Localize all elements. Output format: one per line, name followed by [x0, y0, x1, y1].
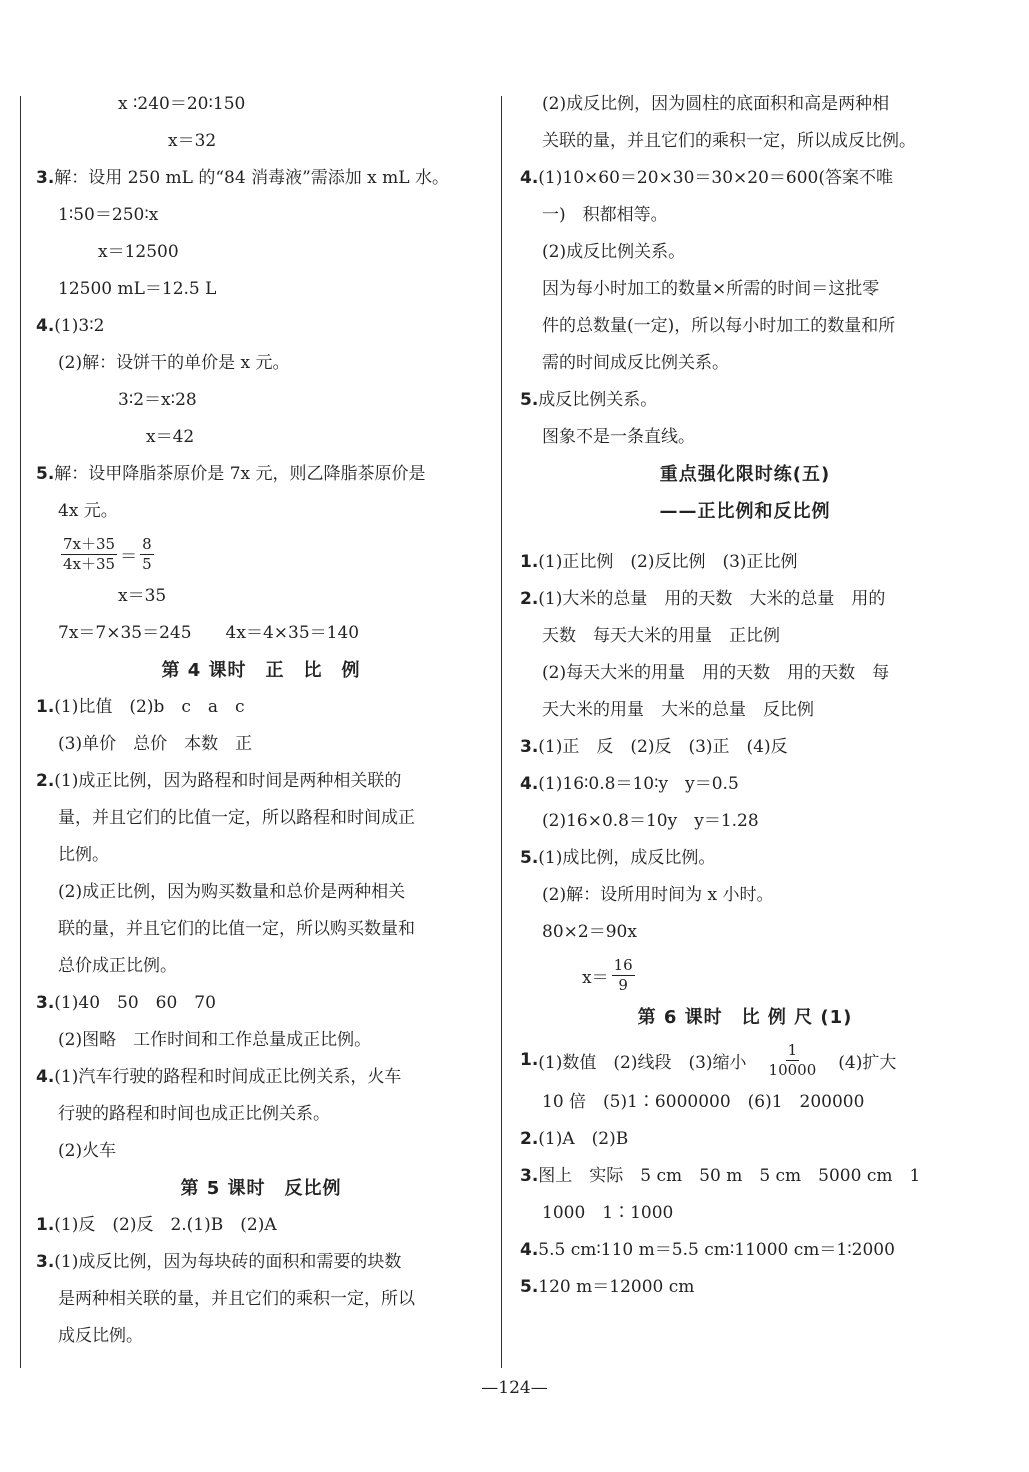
- answer-text: 天数 每天大米的用量 正比例: [542, 626, 780, 646]
- fraction-numerator: 8: [142, 534, 152, 553]
- answer-text: 一) 积都相等。: [542, 205, 668, 225]
- question-number: 4.: [520, 168, 539, 188]
- answer-line: [520, 581, 970, 618]
- question-number: 3.: [520, 737, 539, 757]
- answer-line: [36, 197, 486, 234]
- answer-text: (1)40 50 60 70: [54, 993, 216, 1013]
- answer-text: 10 倍 (5)1∶6000000 (6)1 200000: [542, 1092, 865, 1112]
- question-number: 1.: [520, 552, 539, 572]
- answer-text: (1)正比例 (2)反比例 (3)正比例: [538, 552, 798, 572]
- answer-line: [520, 197, 970, 234]
- fraction-numerator: 7x＋35: [63, 534, 116, 553]
- answer-line: [520, 1036, 970, 1084]
- fraction-denominator: 9: [618, 975, 628, 994]
- answer-text: (1)16∶0.8＝10∶y y＝0.5: [538, 774, 739, 794]
- right-column: [520, 86, 970, 1306]
- fraction: [140, 535, 154, 574]
- fraction-denominator: 10000: [768, 1060, 817, 1079]
- answer-line: [520, 234, 970, 271]
- spacer: [520, 530, 970, 544]
- left-column: [36, 86, 486, 1355]
- fraction-numerator: 16: [613, 955, 633, 974]
- answer-text: 需的时间成反比例关系。: [542, 353, 729, 373]
- answer-line: [36, 271, 486, 308]
- answer-line: [520, 1269, 970, 1306]
- answer-text: 行驶的路程和时间也成正比例关系。: [58, 1104, 330, 1124]
- page-number: —124—: [481, 1378, 548, 1398]
- answer-text: 图上 实际 5 cm 50 m 5 cm 5000 cm 1: [538, 1166, 921, 1186]
- question-number: 5.: [520, 848, 539, 868]
- answer-line: [36, 345, 486, 382]
- question-number: 1.: [36, 697, 55, 717]
- gap: [747, 1048, 764, 1073]
- answer-line: [520, 308, 970, 345]
- answer-line: [36, 1281, 486, 1318]
- answer-text: (2)每天大米的用量 用的天数 用的天数 每: [542, 663, 890, 683]
- answer-text: (3)单价 总价 本数 正: [58, 734, 253, 754]
- answer-text: 5.5 cm∶110 m＝5.5 cm∶11000 cm＝1∶2000: [538, 1240, 895, 1260]
- fraction: [612, 956, 635, 995]
- answer-text: 4x 元。: [58, 501, 118, 521]
- answer-text: (1)正 反 (2)反 (3)正 (4)反: [538, 737, 788, 757]
- answer-text: (1)成比例，成反比例。: [538, 848, 716, 868]
- answer-line: [36, 1133, 486, 1170]
- answer-line: [520, 729, 970, 766]
- answer-text: 120 m＝12000 cm: [538, 1277, 695, 1297]
- section-heading: 第 6 课时 比 例 尺 (1): [637, 1007, 853, 1028]
- question-number: 4.: [36, 1067, 55, 1087]
- question-number: 2.: [36, 771, 55, 791]
- answer-line: [520, 803, 970, 840]
- answer-line: [520, 618, 970, 655]
- answer-line: [520, 1195, 970, 1232]
- answer-line: [520, 840, 970, 877]
- fraction-equation: [36, 530, 486, 578]
- equation-prefix: x＝: [582, 967, 609, 988]
- section-heading: 第 4 课时 正 比 例: [161, 660, 361, 681]
- answer-line: [36, 615, 486, 652]
- question-number: 3.: [520, 1166, 539, 1186]
- answer-text: (1)汽车行驶的路程和时间成正比例关系，火车: [54, 1067, 402, 1087]
- answer-line: [520, 271, 970, 308]
- answer-line: [36, 837, 486, 874]
- answer-text: 解：设用 250 mL 的“84 消毒液”需添加 x mL 水。: [54, 168, 449, 188]
- answer-line: [520, 692, 970, 729]
- answer-line: [36, 578, 486, 615]
- answer-text: (1)比值 (2)b c a c: [54, 697, 245, 717]
- question-number: 2.: [520, 1129, 539, 1149]
- answer-line: [36, 1244, 486, 1281]
- answer-line: [520, 86, 970, 123]
- answer-line: [36, 1207, 486, 1244]
- answer-line: [36, 763, 486, 800]
- answer-text: (2)解：设饼干的单价是 x 元。: [58, 353, 290, 373]
- answer-line: [36, 800, 486, 837]
- fraction-equation: [520, 951, 970, 999]
- answer-text: x＝35: [118, 586, 167, 606]
- answer-text: (2)火车: [58, 1141, 117, 1161]
- answer-text: 80×2＝90x: [542, 922, 637, 942]
- answer-text: (4)扩大: [821, 1052, 897, 1073]
- question-number: 4.: [520, 774, 539, 794]
- answer-text: 总价成正比例。: [58, 956, 177, 976]
- answer-line: [36, 726, 486, 763]
- question-number: 1.: [520, 1050, 539, 1070]
- question-number: 1.: [36, 1215, 55, 1235]
- answer-text: (1)成正比例，因为路程和时间是两种相关联的: [54, 771, 402, 791]
- answer-line: [520, 419, 970, 456]
- answer-line: [520, 1121, 970, 1158]
- answer-text: 成反比例关系。: [538, 390, 658, 410]
- question-number: 2.: [520, 589, 539, 609]
- answer-line: [36, 985, 486, 1022]
- answer-line: [520, 382, 970, 419]
- answer-line: [520, 655, 970, 692]
- answer-line: [520, 877, 970, 914]
- answer-line: [36, 234, 486, 271]
- answer-line: [36, 160, 486, 197]
- answer-line: [36, 308, 486, 345]
- answer-line: [36, 1022, 486, 1059]
- middle-column-rule: [501, 96, 502, 1368]
- answer-text: 7x＝7×35＝245 4x＝4×35＝140: [58, 623, 360, 643]
- answer-text: 成反比例。: [58, 1326, 143, 1346]
- answer-text: (1)数值 (2)线段 (3)缩小: [538, 1052, 747, 1073]
- answer-text: 天大米的用量 大米的总量 反比例: [542, 700, 814, 720]
- answer-text: 因为每小时加工的数量×所需的时间＝这批零: [542, 279, 880, 299]
- answer-text: x＝42: [146, 427, 195, 447]
- answer-text: 解：设甲降脂茶原价是 7x 元，则乙降脂茶原价是: [54, 464, 426, 484]
- answer-text: (1)10×60＝20×30＝30×20＝600(答案不唯: [538, 168, 893, 188]
- answer-line: [36, 874, 486, 911]
- question-number: 3.: [36, 1252, 55, 1272]
- answer-text: 图象不是一条直线。: [542, 427, 695, 447]
- answer-line: [36, 123, 486, 160]
- answer-text: 比例。: [58, 845, 109, 865]
- answer-line: [520, 766, 970, 803]
- answer-text: x＝12500: [98, 242, 179, 262]
- answer-line: [520, 123, 970, 160]
- answer-text: (2)成反比例关系。: [542, 242, 686, 262]
- question-number: 5.: [520, 1277, 539, 1297]
- answer-text: 量，并且它们的比值一定，所以路程和时间成正: [58, 808, 415, 828]
- fraction-denominator: 5: [142, 554, 152, 573]
- answer-line: [36, 456, 486, 493]
- answer-line: [36, 493, 486, 530]
- answer-line: [36, 689, 486, 726]
- question-number: 3.: [36, 993, 55, 1013]
- answer-text: x＝32: [168, 131, 217, 151]
- section-heading: 重点强化限时练(五): [659, 464, 831, 485]
- answer-text: (1)反 (2)反 2.(1)B (2)A: [54, 1215, 277, 1235]
- answer-text: (2)成反比例，因为圆柱的底面积和高是两种相: [542, 94, 890, 114]
- equals-sign: ＝: [120, 546, 138, 567]
- answer-text: (1)成反比例，因为每块砖的面积和需要的块数: [54, 1252, 402, 1272]
- question-number: 5.: [520, 390, 539, 410]
- section-heading: 第 5 课时 反比例: [180, 1178, 342, 1199]
- answer-text: 1000 1∶1000: [542, 1203, 674, 1223]
- answer-text: (2)16×0.8＝10y y＝1.28: [542, 811, 759, 831]
- answer-text: (2)解：设所用时间为 x 小时。: [542, 885, 774, 905]
- answer-line: [36, 1096, 486, 1133]
- answer-text: 1∶50＝250∶x: [58, 205, 159, 225]
- fraction: [61, 535, 117, 574]
- fraction-numerator: 1: [787, 1040, 798, 1059]
- answer-line: [520, 160, 970, 197]
- question-number: 3.: [36, 168, 55, 188]
- answer-line: [36, 1059, 486, 1096]
- answer-text: 3∶2＝x∶28: [118, 390, 197, 410]
- answer-line: [36, 382, 486, 419]
- fraction: [767, 1041, 819, 1080]
- answer-text: 联的量，并且它们的比值一定，所以购买数量和: [58, 919, 415, 939]
- question-number: 4.: [520, 1240, 539, 1260]
- answer-text: (1)A (2)B: [538, 1129, 629, 1149]
- answer-line: [36, 86, 486, 123]
- fraction-denominator: 4x＋35: [63, 554, 116, 573]
- answer-line: [36, 911, 486, 948]
- answer-line: [520, 914, 970, 951]
- answer-text: (2)图略 工作时间和工作总量成正比例。: [58, 1030, 372, 1050]
- answer-text: (1)3∶2: [54, 316, 105, 336]
- answer-text: (2)成正比例，因为购买数量和总价是两种相关: [58, 882, 406, 902]
- answer-line: [520, 544, 970, 581]
- answer-text: (1)大米的总量 用的天数 大米的总量 用的: [538, 589, 886, 609]
- answer-line: [36, 948, 486, 985]
- answer-text: 12500 mL＝12.5 L: [58, 279, 217, 299]
- question-number: 5.: [36, 464, 55, 484]
- answer-line: [520, 1158, 970, 1195]
- answer-text: 是两种相关联的量，并且它们的乘积一定，所以: [58, 1289, 415, 1309]
- question-number: 4.: [36, 316, 55, 336]
- answer-line: [520, 345, 970, 382]
- answer-line: [520, 1084, 970, 1121]
- answer-line: [36, 419, 486, 456]
- left-column-rule: [20, 96, 21, 1368]
- answer-text: 件的总数量(一定)，所以每小时加工的数量和所: [542, 316, 896, 336]
- answer-line: [36, 1318, 486, 1355]
- answer-line: [520, 1232, 970, 1269]
- section-heading: ——正比例和反比例: [659, 501, 831, 522]
- answer-text: 关联的量，并且它们的乘积一定，所以成反比例。: [542, 131, 916, 151]
- answer-text: x ∶240＝20∶150: [118, 94, 246, 114]
